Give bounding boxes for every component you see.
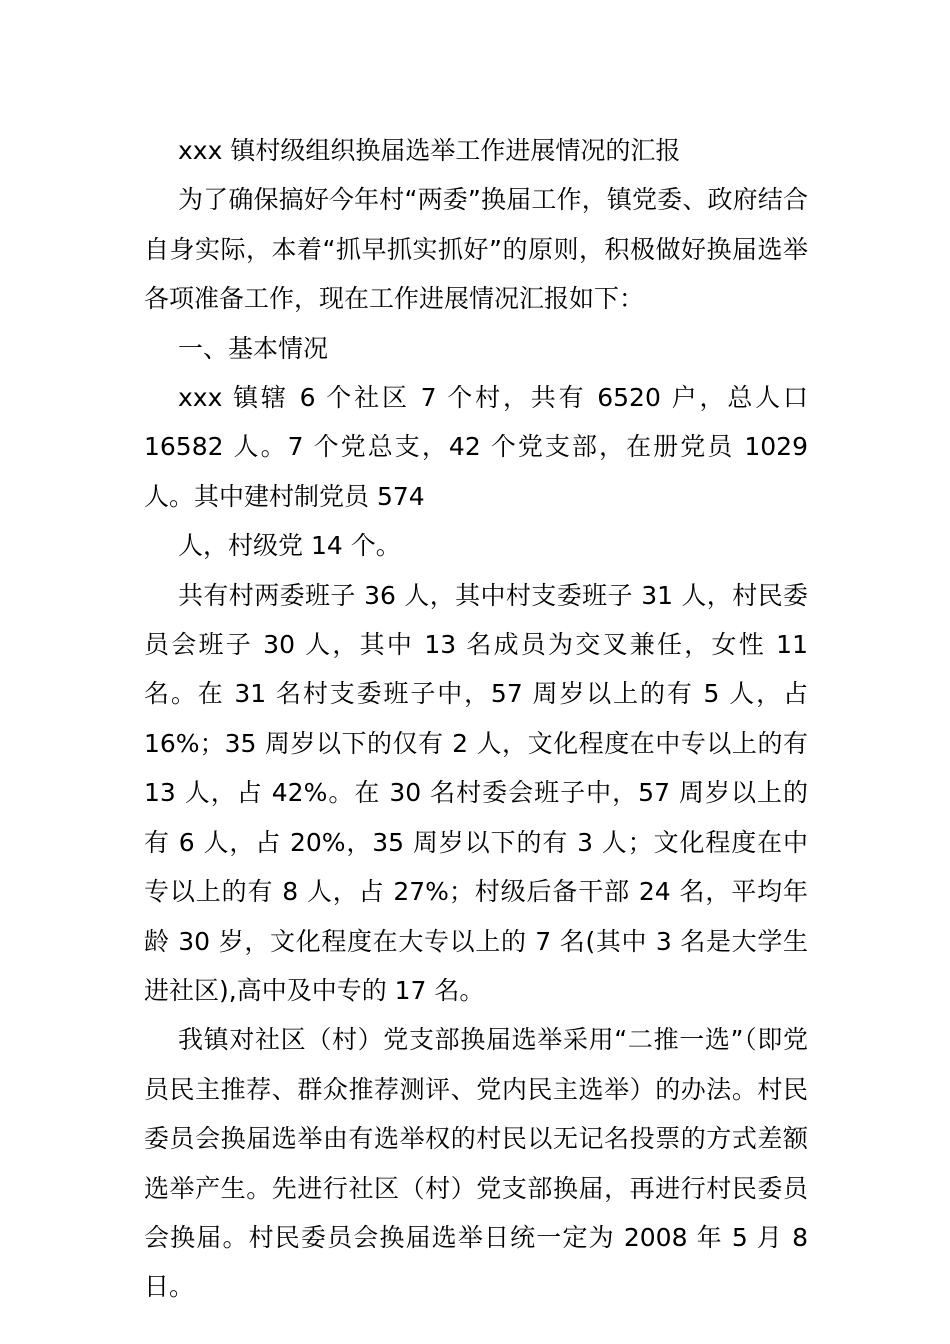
paragraph-committee-composition: 共有村两委班子 36 人，其中村支委班子 31 人，村民委员会班子 30 人，其中 13 名成员为交叉兼任，女性 11 名。在 31 名村支委班子中，57 周岁以上的有 5 人，占 16%；35 周岁以下的仅有 2 人，文化程度在中专以上的有 13 人，占 42%。在 30 名村委会班子中，57 周岁以上的有 6 人，占 20%，35 周岁以下的有 3 人；文化程度在中专以上的有 8 人，占 27%；村级后备干部 24 名，平均年龄 30 岁，文化程度在大专以上的 7 名(其中 3 名是大学生进社区),高中及中专的 17 名。 (144, 580, 808, 1005)
document-body (144, 126, 808, 1312)
document-title: xxx 镇村级组织换届选举工作进展情况的汇报 (178, 136, 681, 165)
paragraph-town-overview: xxx 镇辖 6 个社区 7 个村，共有 6520 户，总人口 16582 人。7 个党总支，42 个党支部，在册党员 1029 人。其中建村制党员 574 (144, 383, 808, 511)
section-heading-basic-situation: 一、基本情况 (178, 333, 329, 363)
paragraph-intro: 为了确保搞好今年村“两委”换届工作，镇党委、政府结合自身实际，本着“抓早抓实抓好”的原则，积极做好换届选举各项准备工作，现在工作进展情况汇报如下： (144, 185, 808, 314)
paragraph-village-party: 人，村级党 14 个。 (178, 531, 401, 561)
paragraph-election-method: 我镇对社区（村）党支部换届选举采用“二推一选”（即党员民主推荐、群众推荐测评、党内民主选举）的办法。村民委员会换届选举由有选举权的村民以无记名投票的方式差额选举产生。先进行社区（村）党支部换届，再进行村民委员会换届。村民委员会换届选举日统一定为 2008 年 5 月 8 日。 (144, 1025, 808, 1302)
